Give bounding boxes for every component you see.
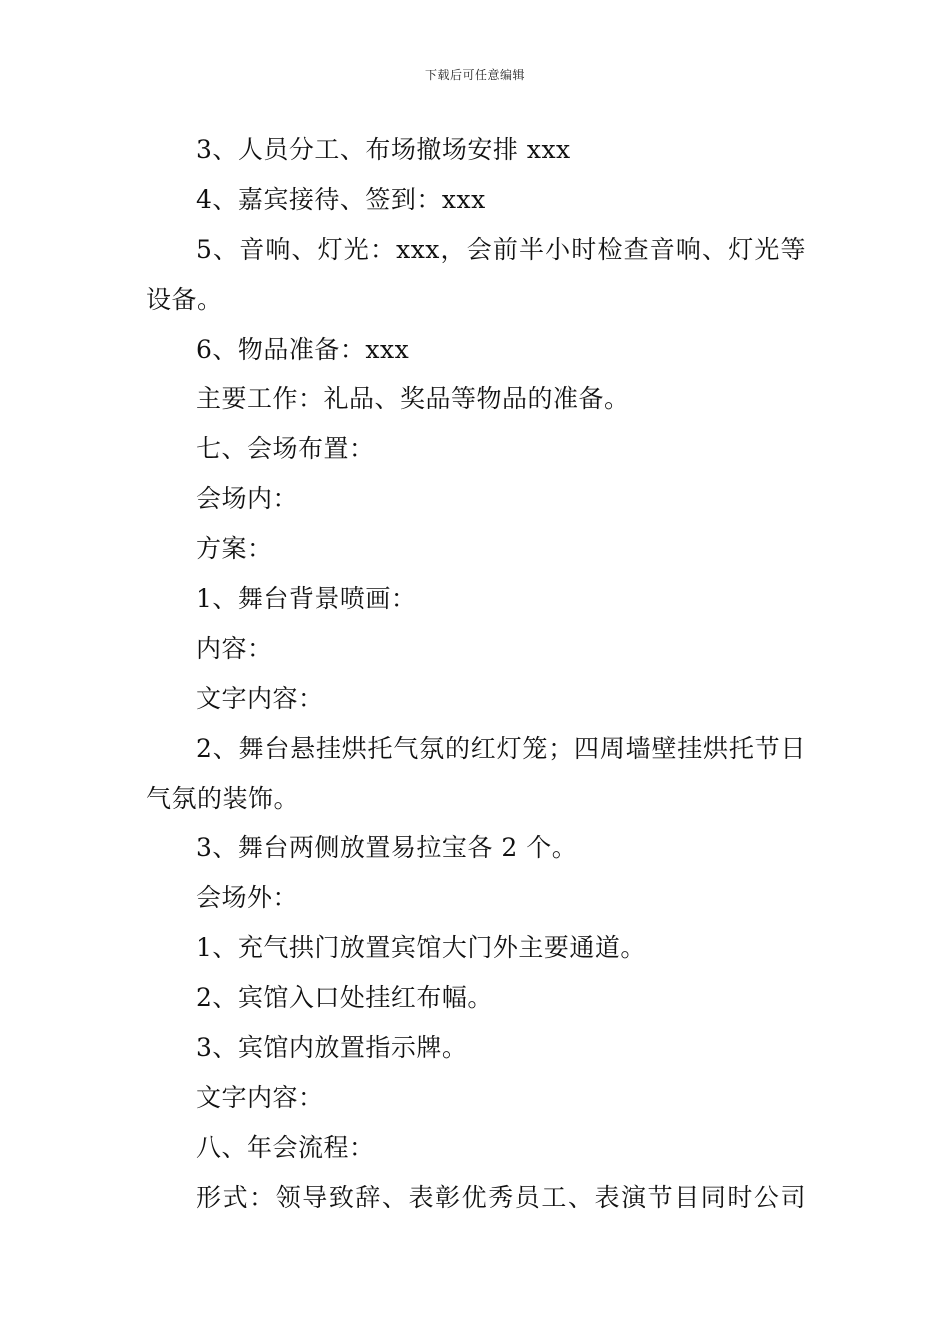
paragraph-line: 气氛的装饰。	[146, 783, 300, 813]
paragraph-line: 1、舞台背景喷画：	[196, 584, 417, 614]
paragraph-line: 5、音响、灯光：xxx，会前半小时检查音响、灯光等	[196, 234, 806, 264]
paragraph-line: 2、宾馆入口处挂红布幅。	[196, 983, 493, 1013]
paragraph-line: 设备。	[146, 284, 223, 314]
paragraph-line: 会场内：	[196, 484, 299, 514]
paragraph-line: 1、充气拱门放置宾馆大门外主要通道。	[196, 933, 646, 963]
paragraph-line: 方案：	[196, 534, 273, 564]
paragraph-line: 会场外：	[196, 883, 299, 913]
paragraph-line: 3、人员分工、布场撤场安排 xxx	[196, 135, 571, 164]
paragraph-line: 形式：领导致辞、表彰优秀员工、表演节目同时公司	[196, 1182, 806, 1212]
paragraph-line: 内容：	[196, 633, 273, 663]
paragraph-line: 2、舞台悬挂烘托气氛的红灯笼；四周墙壁挂烘托节日	[196, 733, 806, 763]
paragraph-line: 文字内容：	[196, 1082, 324, 1112]
paragraph-line: 主要工作：礼品、奖品等物品的准备。	[196, 384, 630, 414]
paragraph-line: 6、物品准备：xxx	[196, 334, 410, 364]
page-header: 下载后可任意编辑	[424, 68, 525, 82]
section-heading: 七、会场布置：	[196, 434, 375, 464]
document-body	[146, 125, 806, 1223]
section-heading: 八、年会流程：	[196, 1132, 375, 1162]
paragraph-line: 文字内容：	[196, 683, 324, 713]
paragraph-line: 3、舞台两侧放置易拉宝各 2 个。	[196, 833, 578, 863]
paragraph-line: 3、宾馆内放置指示牌。	[196, 1033, 468, 1063]
paragraph-line: 4、嘉宾接待、签到：xxx	[196, 184, 486, 214]
